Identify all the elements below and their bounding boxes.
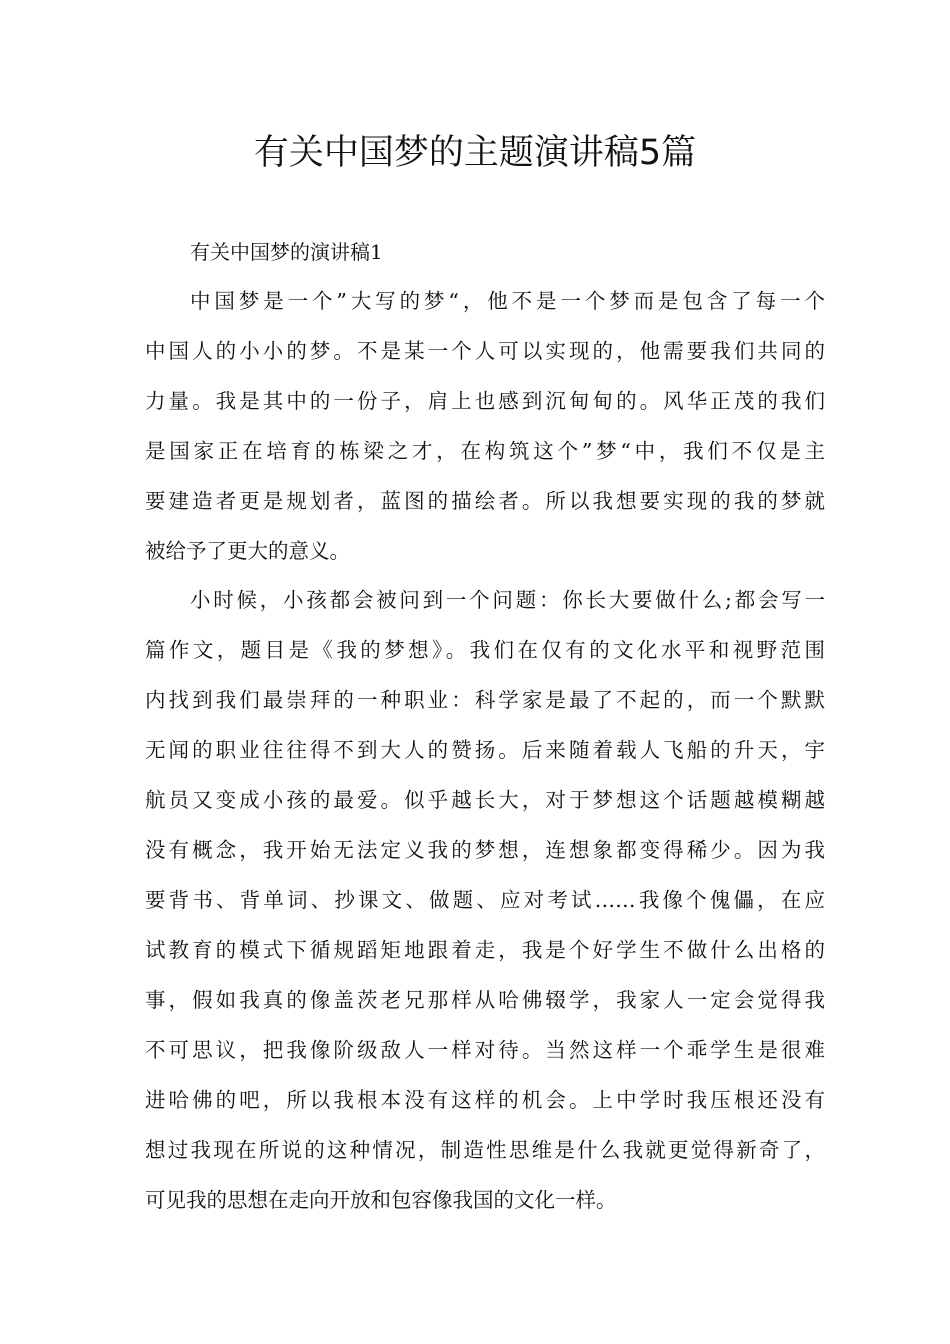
paragraph-1 — [145, 276, 825, 576]
paragraph-line: 小时候，小孩都会被问到一个问题：你长大要做什么;都会写一 — [190, 588, 825, 612]
paragraph-line: 中国人的小小的梦。不是某一个人可以实现的，他需要我们共同的 — [145, 339, 825, 363]
paragraph-line: 中国梦是一个”大写的梦“，他不是一个梦而是包含了每一个 — [190, 289, 825, 313]
paragraph-line: 事，假如我真的像盖茨老兄那样从哈佛辍学，我家人一定会觉得我 — [145, 988, 825, 1012]
paragraph-line: 无闻的职业往往得不到大人的赞扬。后来随着载人飞船的升天，宇 — [145, 738, 825, 762]
paragraph-line: 篇作文，题目是《我的梦想》。我们在仅有的文化水平和视野范围 — [145, 638, 825, 662]
paragraph-line: 要建造者更是规划者，蓝图的描绘者。所以我想要实现的我的梦就 — [145, 489, 825, 513]
paragraph-line: 是国家正在培育的栋梁之才，在构筑这个”梦“中，我们不仅是主 — [145, 439, 825, 463]
paragraph-line: 进哈佛的吧，所以我根本没有这样的机会。上中学时我压根还没有 — [145, 1088, 825, 1112]
paragraph-line: 可见我的思想在走向开放和包容像我国的文化一样。 — [145, 1188, 617, 1212]
section-heading: 有关中国梦的演讲稿1 — [190, 240, 383, 264]
paragraph-line: 被给予了更大的意义。 — [145, 539, 350, 563]
paragraph-line: 没有概念，我开始无法定义我的梦想，连想象都变得稀少。因为我 — [145, 838, 825, 862]
paragraph-line: 不可思议，把我像阶级敌人一样对待。当然这样一个乖学生是很难 — [145, 1038, 825, 1062]
paragraph-line: 力量。我是其中的一份子，肩上也感到沉甸甸的。风华正茂的我们 — [145, 389, 825, 413]
paragraph-line: 要背书、背单词、抄课文、做题、应对考试……我像个傀儡，在应 — [145, 888, 825, 912]
paragraph-line: 试教育的模式下循规蹈矩地跟着走，我是个好学生不做什么出格的 — [145, 938, 825, 962]
document-title: 有关中国梦的主题演讲稿5篇 — [253, 133, 697, 173]
paragraph-line: 内找到我们最崇拜的一种职业：科学家是最了不起的，而一个默默 — [145, 688, 825, 712]
paragraph-2 — [145, 575, 825, 1225]
paragraph-line: 想过我现在所说的这种情况，制造性思维是什么我就更觉得新奇了， — [145, 1138, 825, 1162]
paragraph-line: 航员又变成小孩的最爱。似乎越长大，对于梦想这个话题越模糊越 — [145, 788, 825, 812]
